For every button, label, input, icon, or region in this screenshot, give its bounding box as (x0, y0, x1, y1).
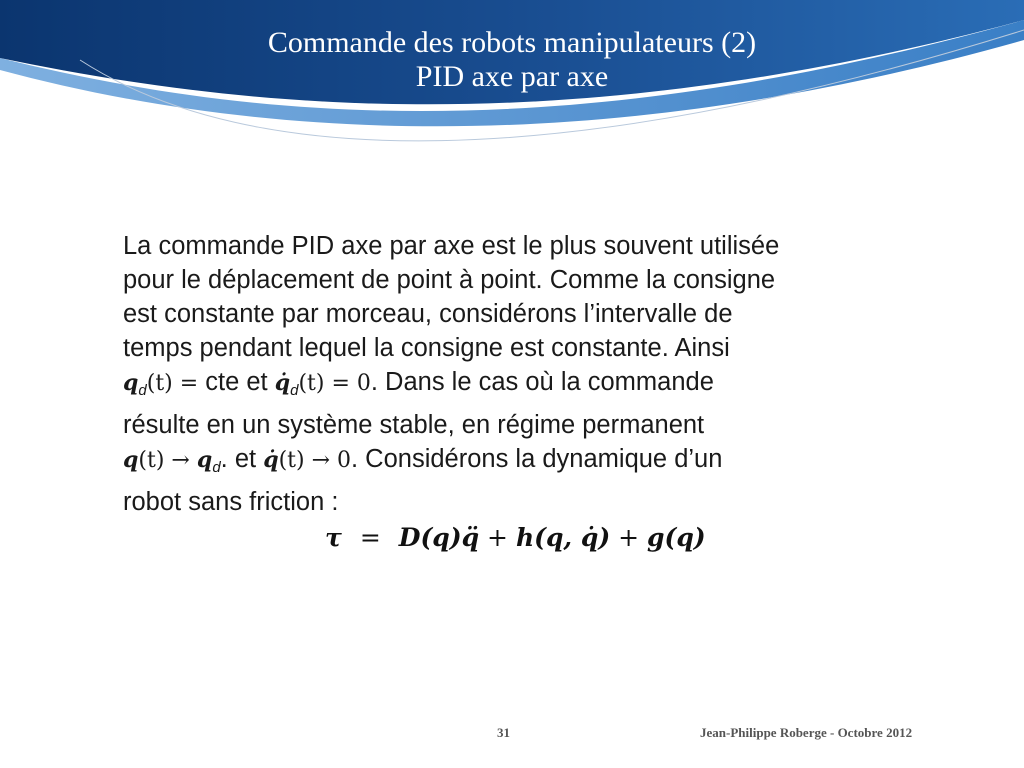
eq-g: g (647, 523, 665, 552)
slide-title-line1: Commande des robots manipulateurs (2) (267, 26, 757, 59)
body-line-7 (123, 442, 913, 485)
body-line-8: robot sans friction : (123, 488, 339, 516)
eq-g-args: (q) (664, 523, 706, 552)
eq-plus-1: + (479, 523, 516, 552)
page-number: 31 (497, 725, 510, 740)
math-t-eq-zero: (t) = 0 (298, 371, 371, 396)
body-line5-text1: cte et (198, 368, 275, 396)
math-qdot-2: q̇ (263, 447, 279, 473)
eq-qddot: q̈ (461, 523, 480, 552)
body-line-6: résulte en un système stable, en régime permanent (123, 411, 705, 439)
math-t-arrow: (t) → (138, 448, 190, 473)
footer-author-date: Jean-Philippe Roberge - Octobre 2012 (700, 725, 913, 740)
eq-equals: = (359, 523, 381, 552)
body-line7-text1: et (227, 445, 264, 473)
eq-tau: τ (325, 523, 342, 552)
eq-h-args: (q, q̇) (534, 523, 611, 552)
math-qd-2: q (196, 447, 213, 473)
slide-title (0, 26, 1024, 94)
eq-h: h (515, 523, 535, 552)
math-t-eq: (t) = (146, 371, 199, 396)
body-line-5 (123, 365, 913, 408)
math-t-arrow-zero: (t) → 0 (278, 448, 352, 473)
eq-D: D (398, 523, 421, 552)
math-period: . (220, 445, 228, 473)
body-line5-text2: . Dans le cas où la commande (370, 368, 714, 396)
body-line-4: temps pendant lequel la consigne est constante. Ainsi (123, 334, 730, 362)
math-qd: q (123, 370, 139, 396)
math-q: q (123, 447, 139, 473)
dynamics-equation (325, 523, 706, 552)
body-paragraph (123, 229, 913, 519)
body-line-3: est constante par morceau, considérons l’intervalle de (123, 300, 733, 328)
math-sub-d: d (138, 382, 147, 399)
body-line-1: La commande PID axe par axe est le plus souvent utilisée (123, 232, 780, 260)
eq-D-args: (q) (420, 523, 462, 552)
math-qdot: q̇ (274, 370, 291, 396)
math-sub-d-3: d (212, 459, 221, 476)
math-sub-d-2: d (290, 382, 299, 399)
eq-plus-2: + (610, 523, 647, 552)
body-line-2: pour le déplacement de point à point. Comme la consigne (123, 266, 776, 294)
body-line7-text2: . Considérons la dynamique d’un (351, 445, 723, 473)
slide-title-line2: PID axe par axe (415, 60, 609, 93)
